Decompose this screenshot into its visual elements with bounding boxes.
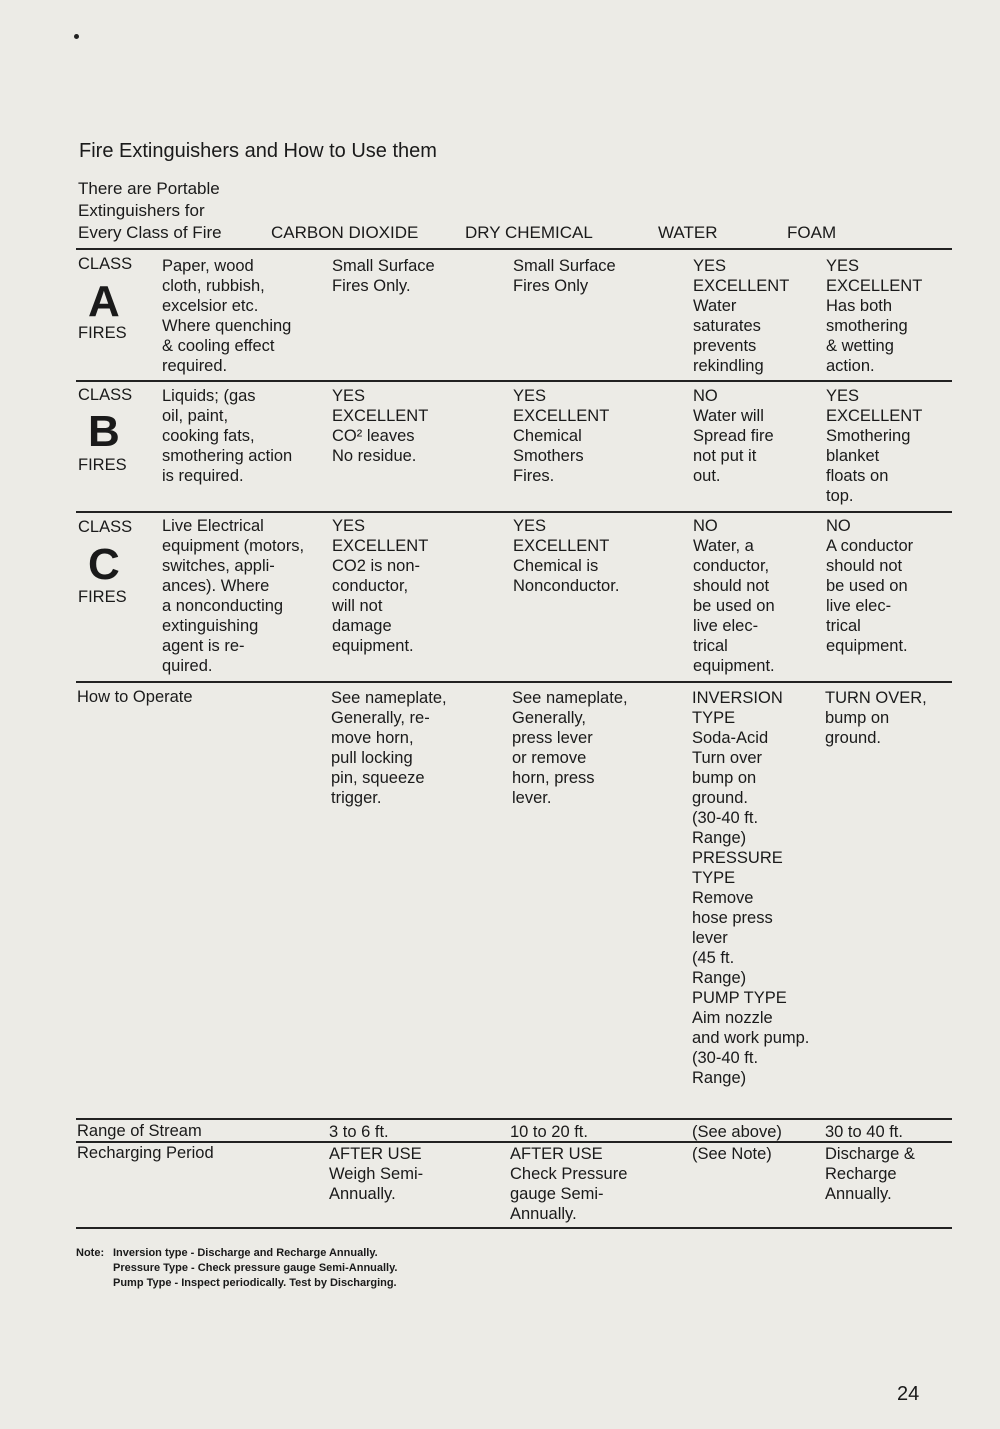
table-bottom-rule: [76, 1227, 952, 1229]
recharge-dry-chemical: AFTER USE Check Pressure gauge Semi- Annually.: [510, 1145, 628, 1223]
operate-water: INVERSION TYPE Soda-Acid Turn over bump on ground. (30-40 ft. Range) PRESSURE TYPE Remove hose press lever (45 ft. Range) PUMP TYPE Aim nozzle and work pump. (30-40 ft. Range): [692, 689, 810, 1087]
class-b-description: Liquids; (gas oil, paint, cooking fats, smothering action is required.: [162, 387, 293, 485]
range-label: Range of Stream: [77, 1122, 202, 1140]
column-header-dry-chemical: DRY CHEMICAL: [465, 223, 593, 242]
class-b-dry-chemical: YES EXCELLENT Chemical Smothers Fires.: [513, 387, 610, 485]
class-b-water: NO Water will Spread fire not put it out.: [693, 387, 774, 485]
header-divider: [76, 248, 952, 250]
class-c-dry-chemical: YES EXCELLENT Chemical is Nonconductor.: [513, 517, 620, 595]
class-c-label: CLASS: [78, 518, 133, 536]
class-a-fires-label: FIRES: [78, 324, 127, 342]
page-number: 24: [897, 1383, 920, 1405]
intro-text: There are Portable Extinguishers for Every Class of Fire: [78, 179, 222, 242]
recharge-foam: Discharge & Recharge Annually.: [825, 1145, 915, 1203]
range-water: (See above): [692, 1123, 782, 1141]
operate-dry-chemical: See nameplate, Generally, press lever or remove horn, press lever.: [512, 689, 628, 807]
bullet-dot: [74, 34, 79, 39]
class-a-carbon-dioxide: Small Surface Fires Only.: [332, 257, 435, 295]
class-c-fires-label: FIRES: [78, 588, 127, 606]
class-a-letter: A: [88, 277, 120, 326]
note-text: Inversion type - Discharge and Recharge Annually. Pressure Type - Check pressure gauge Semi-Annually. Pump Type - Inspect periodically. Test by Discharging.: [113, 1247, 398, 1289]
class-a-description: Paper, wood cloth, rubbish, excelsior etc. Where quenching & cooling effect required.: [162, 257, 292, 375]
class-c-foam: NO A conductor should not be used on live elec- trical equipment.: [826, 517, 914, 655]
class-a-divider: [76, 380, 952, 382]
operate-divider: [76, 1118, 952, 1120]
class-a-water: YES EXCELLENT Water saturates prevents rekindling: [693, 257, 790, 375]
class-c-letter: C: [88, 540, 120, 589]
operate-carbon-dioxide: See nameplate, Generally, re- move horn, pull locking pin, squeeze trigger.: [331, 689, 447, 807]
column-header-water: WATER: [658, 223, 718, 242]
range-carbon-dioxide: 3 to 6 ft.: [329, 1123, 389, 1141]
class-c-water: NO Water, a conductor, should not be used on live elec- trical equipment.: [693, 517, 775, 675]
class-b-divider: [76, 511, 952, 513]
recharge-water: (See Note): [692, 1145, 772, 1163]
recharge-carbon-dioxide: AFTER USE Weigh Semi- Annually.: [329, 1145, 424, 1203]
range-dry-chemical: 10 to 20 ft.: [510, 1123, 588, 1141]
column-header-foam: FOAM: [787, 223, 837, 242]
range-foam: 30 to 40 ft.: [825, 1123, 903, 1141]
operate-foam: TURN OVER, bump on ground.: [825, 689, 927, 747]
class-c-description: Live Electrical equipment (motors, switches, appli- ances). Where a nonconducting extinguishing agent is re- quired.: [162, 517, 305, 675]
class-c-divider: [76, 681, 952, 683]
class-b-foam: YES EXCELLENT Smothering blanket floats on top.: [826, 387, 923, 505]
operate-label: How to Operate: [77, 688, 193, 706]
page-title: Fire Extinguishers and How to Use them: [79, 140, 437, 162]
class-c-carbon-dioxide: YES EXCELLENT CO2 is non- conductor, will not damage equipment.: [332, 517, 429, 655]
class-a-label: CLASS: [78, 255, 133, 273]
note-label: Note:: [76, 1247, 105, 1259]
column-header-carbon-dioxide: CARBON DIOXIDE: [271, 223, 419, 242]
class-b-fires-label: FIRES: [78, 456, 127, 474]
class-b-label: CLASS: [78, 386, 133, 404]
class-b-carbon-dioxide: YES EXCELLENT CO² leaves No residue.: [332, 387, 429, 465]
class-b-letter: B: [88, 407, 120, 456]
class-a-foam: YES EXCELLENT Has both smothering & wetting action.: [826, 257, 923, 375]
class-a-dry-chemical: Small Surface Fires Only: [513, 257, 616, 295]
recharge-label: Recharging Period: [77, 1144, 214, 1162]
